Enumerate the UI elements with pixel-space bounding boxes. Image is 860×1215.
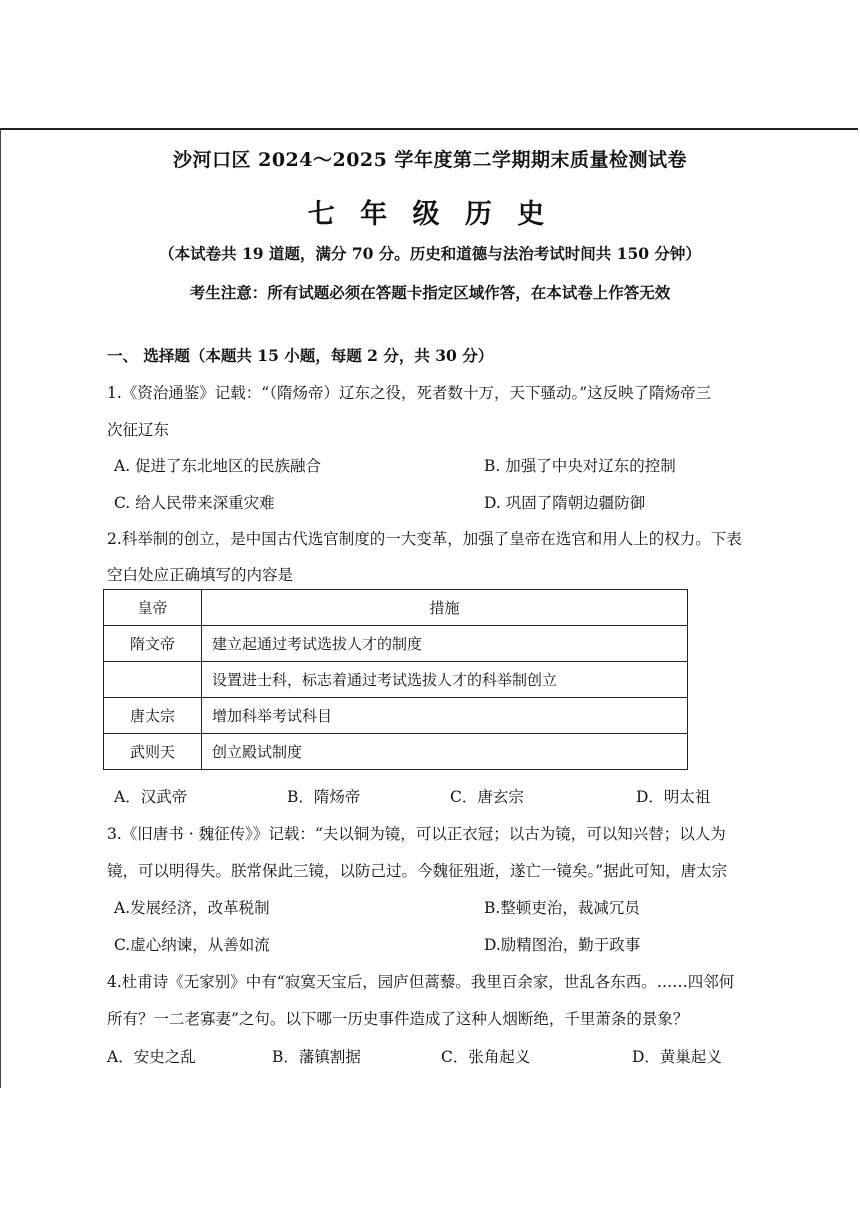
table-cell-measure: 设置进士科，标志着通过考试选拔人才的科举制创立 <box>202 662 688 698</box>
table-cell-measure: 增加科举考试科目 <box>202 698 688 734</box>
question-3-option-d: D.励精图治，勤于政事 <box>484 936 641 954</box>
question-4-option-c: C．张角起义 <box>441 1048 531 1066</box>
table-header-row <box>104 590 688 626</box>
table-cell-emperor: 唐太宗 <box>104 698 202 734</box>
question-1-line-2: 次征辽东 <box>107 421 170 439</box>
question-1-option-b: B. 加强了中央对辽东的控制 <box>484 457 676 475</box>
table-row <box>104 698 688 734</box>
question-2-option-b: B．隋炀帝 <box>287 788 361 806</box>
table-cell-emperor: 隋文帝 <box>104 626 202 662</box>
question-1-option-d: D. 巩固了隋朝边疆防御 <box>484 494 646 512</box>
table-cell-emperor: 武则天 <box>104 734 202 770</box>
table-row <box>104 734 688 770</box>
question-3-line-1: 3.《旧唐书 · 魏征传》》记载：“夫以铜为镜，可以正衣冠；以古为镜，可以知兴替；以人为 <box>107 825 726 843</box>
question-2-line-1: 2.科举制的创立，是中国古代选官制度的一大变革，加强了皇帝在选官和用人上的权力。下表 <box>107 530 742 548</box>
question-4-line-1: 4.杜甫诗《无家别》中有“寂寞天宝后，园庐但蒿藜。我里百余家，世乱各东西。……四邻何 <box>107 973 735 991</box>
exam-info: （本试卷共 19 道题，满分 70 分。历史和道德与法治考试时间共 150 分钟） <box>159 244 701 263</box>
question-1-option-a: A. 促进了东北地区的民族融合 <box>114 457 322 475</box>
table-row <box>104 662 688 698</box>
table-cell-emperor-blank <box>104 662 202 698</box>
question-2-option-d: D．明太祖 <box>636 788 711 806</box>
question-3-option-c: C.虚心纳谏，从善如流 <box>114 936 270 954</box>
table-cell-measure: 建立起通过考试选拔人才的制度 <box>202 626 688 662</box>
question-4-option-d: D．黄巢起义 <box>632 1048 722 1066</box>
question-2-option-c: C．唐玄宗 <box>450 788 524 806</box>
question-3-option-b: B.整顿吏治，裁减冗员 <box>484 899 640 917</box>
exam-notice: 考生注意：所有试题必须在答题卡指定区域作答，在本试卷上作答无效 <box>189 283 671 302</box>
table-header-measure: 措施 <box>202 590 688 626</box>
table-header-emperor: 皇帝 <box>104 590 202 626</box>
question-2-option-a: A．汉武帝 <box>114 788 188 806</box>
exam-title: 沙河口区 2024～2025 学年度第二学期期末质量检测试卷 <box>173 149 687 171</box>
question-3-line-2: 镜，可以明得失。朕常保此三镜，以防己过。今魏征殂逝，遂亡一镜矣。”据此可知，唐太宗 <box>107 862 728 880</box>
question-2-line-2: 空白处应正确填写的内容是 <box>107 566 294 584</box>
question-4-line-2: 所有？一二老寡妻”之句。以下哪一历史事件造成了这种人烟断绝，千里萧条的景象？ <box>107 1010 689 1028</box>
question-1-option-c: C. 给人民带来深重灾难 <box>114 494 275 512</box>
section-heading: 一、 选择题（本题共 15 小题，每题 2 分，共 30 分） <box>107 346 494 365</box>
measures-table <box>103 589 688 770</box>
subject-title: 七 年 级 历 史 <box>307 199 553 230</box>
question-3-option-a: A.发展经济，改革税制 <box>114 899 270 917</box>
question-4-option-b: B．藩镇割据 <box>272 1048 361 1066</box>
table-cell-measure: 创立殿试制度 <box>202 734 688 770</box>
table-row <box>104 626 688 662</box>
question-1-line-1: 1.《资治通鉴》记载：“（隋炀帝）辽东之役，死者数十万，天下骚动。”这反映了隋炀帝三 <box>107 384 712 402</box>
question-4-option-a: A．安史之乱 <box>107 1048 196 1066</box>
